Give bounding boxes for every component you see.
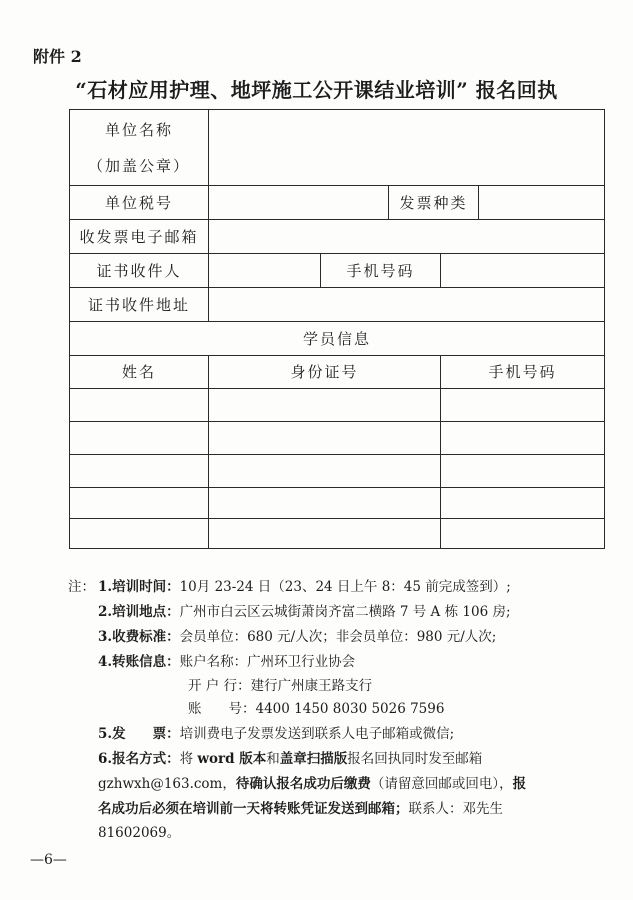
student-id-cell[interactable] <box>209 454 441 487</box>
note-training-time <box>98 575 511 595</box>
note-training-location <box>98 600 511 620</box>
student-phone-cell[interactable] <box>441 421 604 454</box>
note-transfer-info <box>98 650 355 670</box>
row-student-headers <box>70 355 604 389</box>
mobile-input[interactable] <box>441 253 604 287</box>
student-name-cell[interactable] <box>70 518 209 548</box>
note-text: 联系人：邓先生 <box>408 801 503 817</box>
note-text: 会员单位：680 元/人次；非会员单位：980 元/人次; <box>179 629 497 645</box>
note-label: 2.培训地点： <box>98 604 180 620</box>
student-phone-cell[interactable] <box>441 518 604 548</box>
note-registration-method <box>98 747 482 767</box>
row-tax <box>70 185 604 220</box>
row-unit-name <box>70 110 604 186</box>
tax-id-label: 单位税号 <box>70 185 209 219</box>
email-address: gzhwxh@163.com， <box>98 776 236 792</box>
invoice-type-label: 发票种类 <box>389 185 479 219</box>
note-text: 将 <box>179 751 198 767</box>
unit-name-input[interactable] <box>209 110 604 185</box>
note-text: 账户名称：广州环卫行业协会 <box>179 654 356 670</box>
cert-recipient-label: 证书收件人 <box>70 253 209 287</box>
note-text: 和 <box>266 751 280 767</box>
student-id-cell[interactable] <box>209 518 441 548</box>
note-text: 报名回执同时发至邮箱 <box>347 751 483 767</box>
note-text: 名成功后必须在培训前一天将转账凭证发送到邮箱； <box>98 801 409 817</box>
note-label: 5.发 票： <box>98 726 180 742</box>
student-name-cell[interactable] <box>70 454 209 487</box>
student-info-heading: 学员信息 <box>302 329 371 348</box>
row-cert-address <box>70 287 604 322</box>
attachment-label: 附件 2 <box>33 47 82 66</box>
student-name-cell[interactable] <box>70 388 209 421</box>
row-invoice-email <box>70 219 604 254</box>
table-row <box>70 487 604 519</box>
student-name-cell[interactable] <box>70 421 209 454</box>
registration-form-table <box>69 109 605 549</box>
note-text: word 版本 <box>197 751 267 767</box>
note-text: 待确认报名成功后缴费 <box>235 776 371 792</box>
student-phone-cell[interactable] <box>441 454 604 487</box>
note-text: （请留意回邮或回电）， <box>370 776 513 792</box>
row-cert-recipient <box>70 253 604 288</box>
cert-address-input[interactable] <box>209 287 604 321</box>
unit-name-line1: 单位名称 <box>104 120 173 139</box>
document-title: “石材应用护理、地坪施工公开课结业培训” 报名回执 <box>75 78 558 102</box>
invoice-type-input[interactable] <box>479 185 604 219</box>
note-label: 4.转账信息： <box>98 654 180 670</box>
note-label: 1.培训时间： <box>98 579 180 595</box>
note-text: 报 <box>512 776 527 792</box>
note-account: 账 号：4400 1450 8030 5026 7596 <box>188 701 445 717</box>
note-registration-line2 <box>98 772 526 792</box>
note-text: 培训费电子发票发送到联系人电子邮箱或微信; <box>179 726 455 742</box>
header-phone: 手机号码 <box>488 363 557 381</box>
student-name-cell[interactable] <box>70 487 209 518</box>
student-phone-cell[interactable] <box>441 487 604 518</box>
table-row <box>70 421 604 455</box>
row-student-info <box>70 321 604 356</box>
student-phone-cell[interactable] <box>441 388 604 421</box>
table-row <box>70 454 604 488</box>
page-number: —6— <box>30 852 67 868</box>
note-invoice <box>98 722 454 742</box>
note-registration-line4: 81602069。 <box>98 825 181 841</box>
note-text: 广州市白云区云城街萧岗齐富二横路 7 号 A 栋 106 房; <box>179 604 511 620</box>
table-row <box>70 518 604 548</box>
student-id-cell[interactable] <box>209 388 441 421</box>
unit-name-line2: （加盖公章） <box>87 156 190 175</box>
mobile-label: 手机号码 <box>321 253 441 287</box>
header-id-number: 身份证号 <box>209 355 441 388</box>
note-label: 6.报名方式： <box>98 751 180 767</box>
cert-address-label: 证书收件地址 <box>70 287 209 321</box>
note-label: 3.收费标准： <box>98 629 180 645</box>
student-id-cell[interactable] <box>209 421 441 454</box>
tax-id-input[interactable] <box>209 185 389 219</box>
student-id-cell[interactable] <box>209 487 441 518</box>
note-fee-standard <box>98 625 496 645</box>
note-bank: 开 户 行：建行广州康王路支行 <box>188 678 373 694</box>
note-text: 盖章扫描版 <box>279 751 348 767</box>
note-registration-line3 <box>98 797 503 817</box>
notes-prefix: 注： <box>68 579 95 595</box>
unit-name-label <box>70 110 209 185</box>
cert-recipient-input[interactable] <box>209 253 321 287</box>
invoice-email-input[interactable] <box>209 219 604 253</box>
header-name: 姓名 <box>70 355 209 388</box>
invoice-email-label: 收发票电子邮箱 <box>70 219 209 253</box>
note-text: 10月 23-24 日（23、24 日上午 8：45 前完成签到）; <box>179 579 511 595</box>
table-row <box>70 388 604 422</box>
